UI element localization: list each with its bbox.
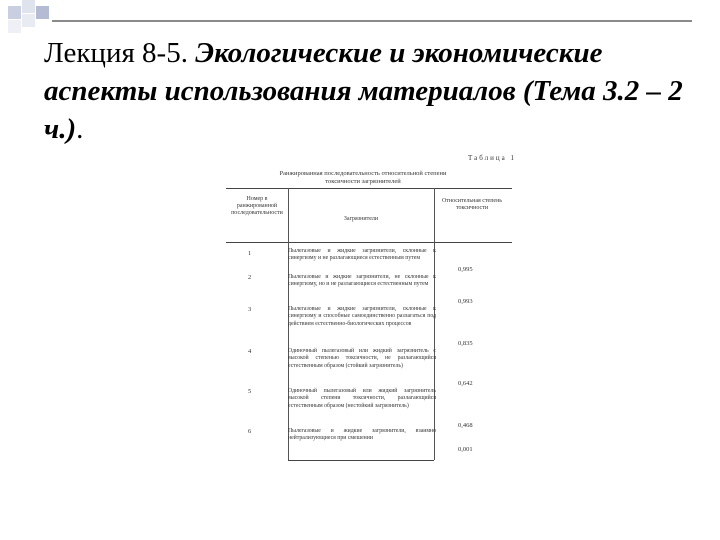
decor-square (36, 6, 49, 19)
decor-square (22, 0, 35, 13)
header-rule (52, 20, 692, 22)
row-toxicity: 0,993 (458, 298, 473, 305)
row-pollutant: Пылегазовые и жидкие загрязнители, склонные к синергизму и не разлагающиеся естественным путем (288, 248, 436, 262)
decor-square (8, 20, 21, 33)
table-bottom-rule (288, 460, 434, 461)
scanned-table (226, 150, 516, 470)
row-rank: 1 (248, 250, 252, 257)
row-pollutant: Пылегазовые и жидкие загрязнители, склонные к синергизму и способные самоединственно разлагаться под действием естественно-биологических процессов (288, 306, 436, 327)
table-top-rule (226, 188, 512, 189)
column-header-rank: Номер в ранжированной последовательности (231, 196, 283, 216)
row-toxicity: 0,642 (458, 380, 473, 387)
row-pollutant: Одиночный пылегазовый или жидкий загрязнитель высокой степени токсичности, разлагающийся естественным образом (нестойкий загрязнитель) (288, 388, 436, 409)
row-rank: 3 (248, 306, 252, 313)
title-prefix: Лекция 8-5. (44, 37, 196, 69)
slide-title (44, 34, 694, 148)
row-rank: 6 (248, 428, 252, 435)
row-toxicity: 0,835 (458, 340, 473, 347)
column-header-toxicity: Относительная степень токсичности (441, 198, 503, 211)
row-rank: 4 (248, 348, 252, 355)
decor-square (22, 14, 35, 27)
title-tail: . (76, 113, 84, 145)
row-toxicity: 0,001 (458, 446, 473, 453)
row-rank: 5 (248, 388, 252, 395)
table-heading: Ранжированная последовательность относительной степени токсичности загрязнителей (279, 170, 447, 185)
row-toxicity: 0,995 (458, 266, 473, 273)
title-emphasis: Экологические и экономические аспекты использования материалов (Тема 3.2 – 2 ч.) (44, 37, 683, 145)
row-toxicity: 0,468 (458, 422, 473, 429)
row-pollutant: Одиночный пылегазовый или жидкий загрязнитель с высокой степенью токсичности, не разлагающийся естественным образом (стойкий загрязнитель) (288, 348, 436, 369)
row-pollutant: Пылегазовые и жидкие загрязнители, не склонные к синергизму, но и не разлагающиеся естественным путем (288, 274, 436, 288)
decor-square (8, 6, 21, 19)
column-header-pollutant: Загрязнители (343, 216, 379, 222)
row-pollutant: Пылегазовые и жидкие загрязнители, взаимно нейтрализующиеся при смешении (288, 428, 436, 442)
table-caption: Таблица 1 (468, 154, 516, 162)
row-rank: 2 (248, 274, 252, 281)
table-header-rule (226, 242, 512, 243)
